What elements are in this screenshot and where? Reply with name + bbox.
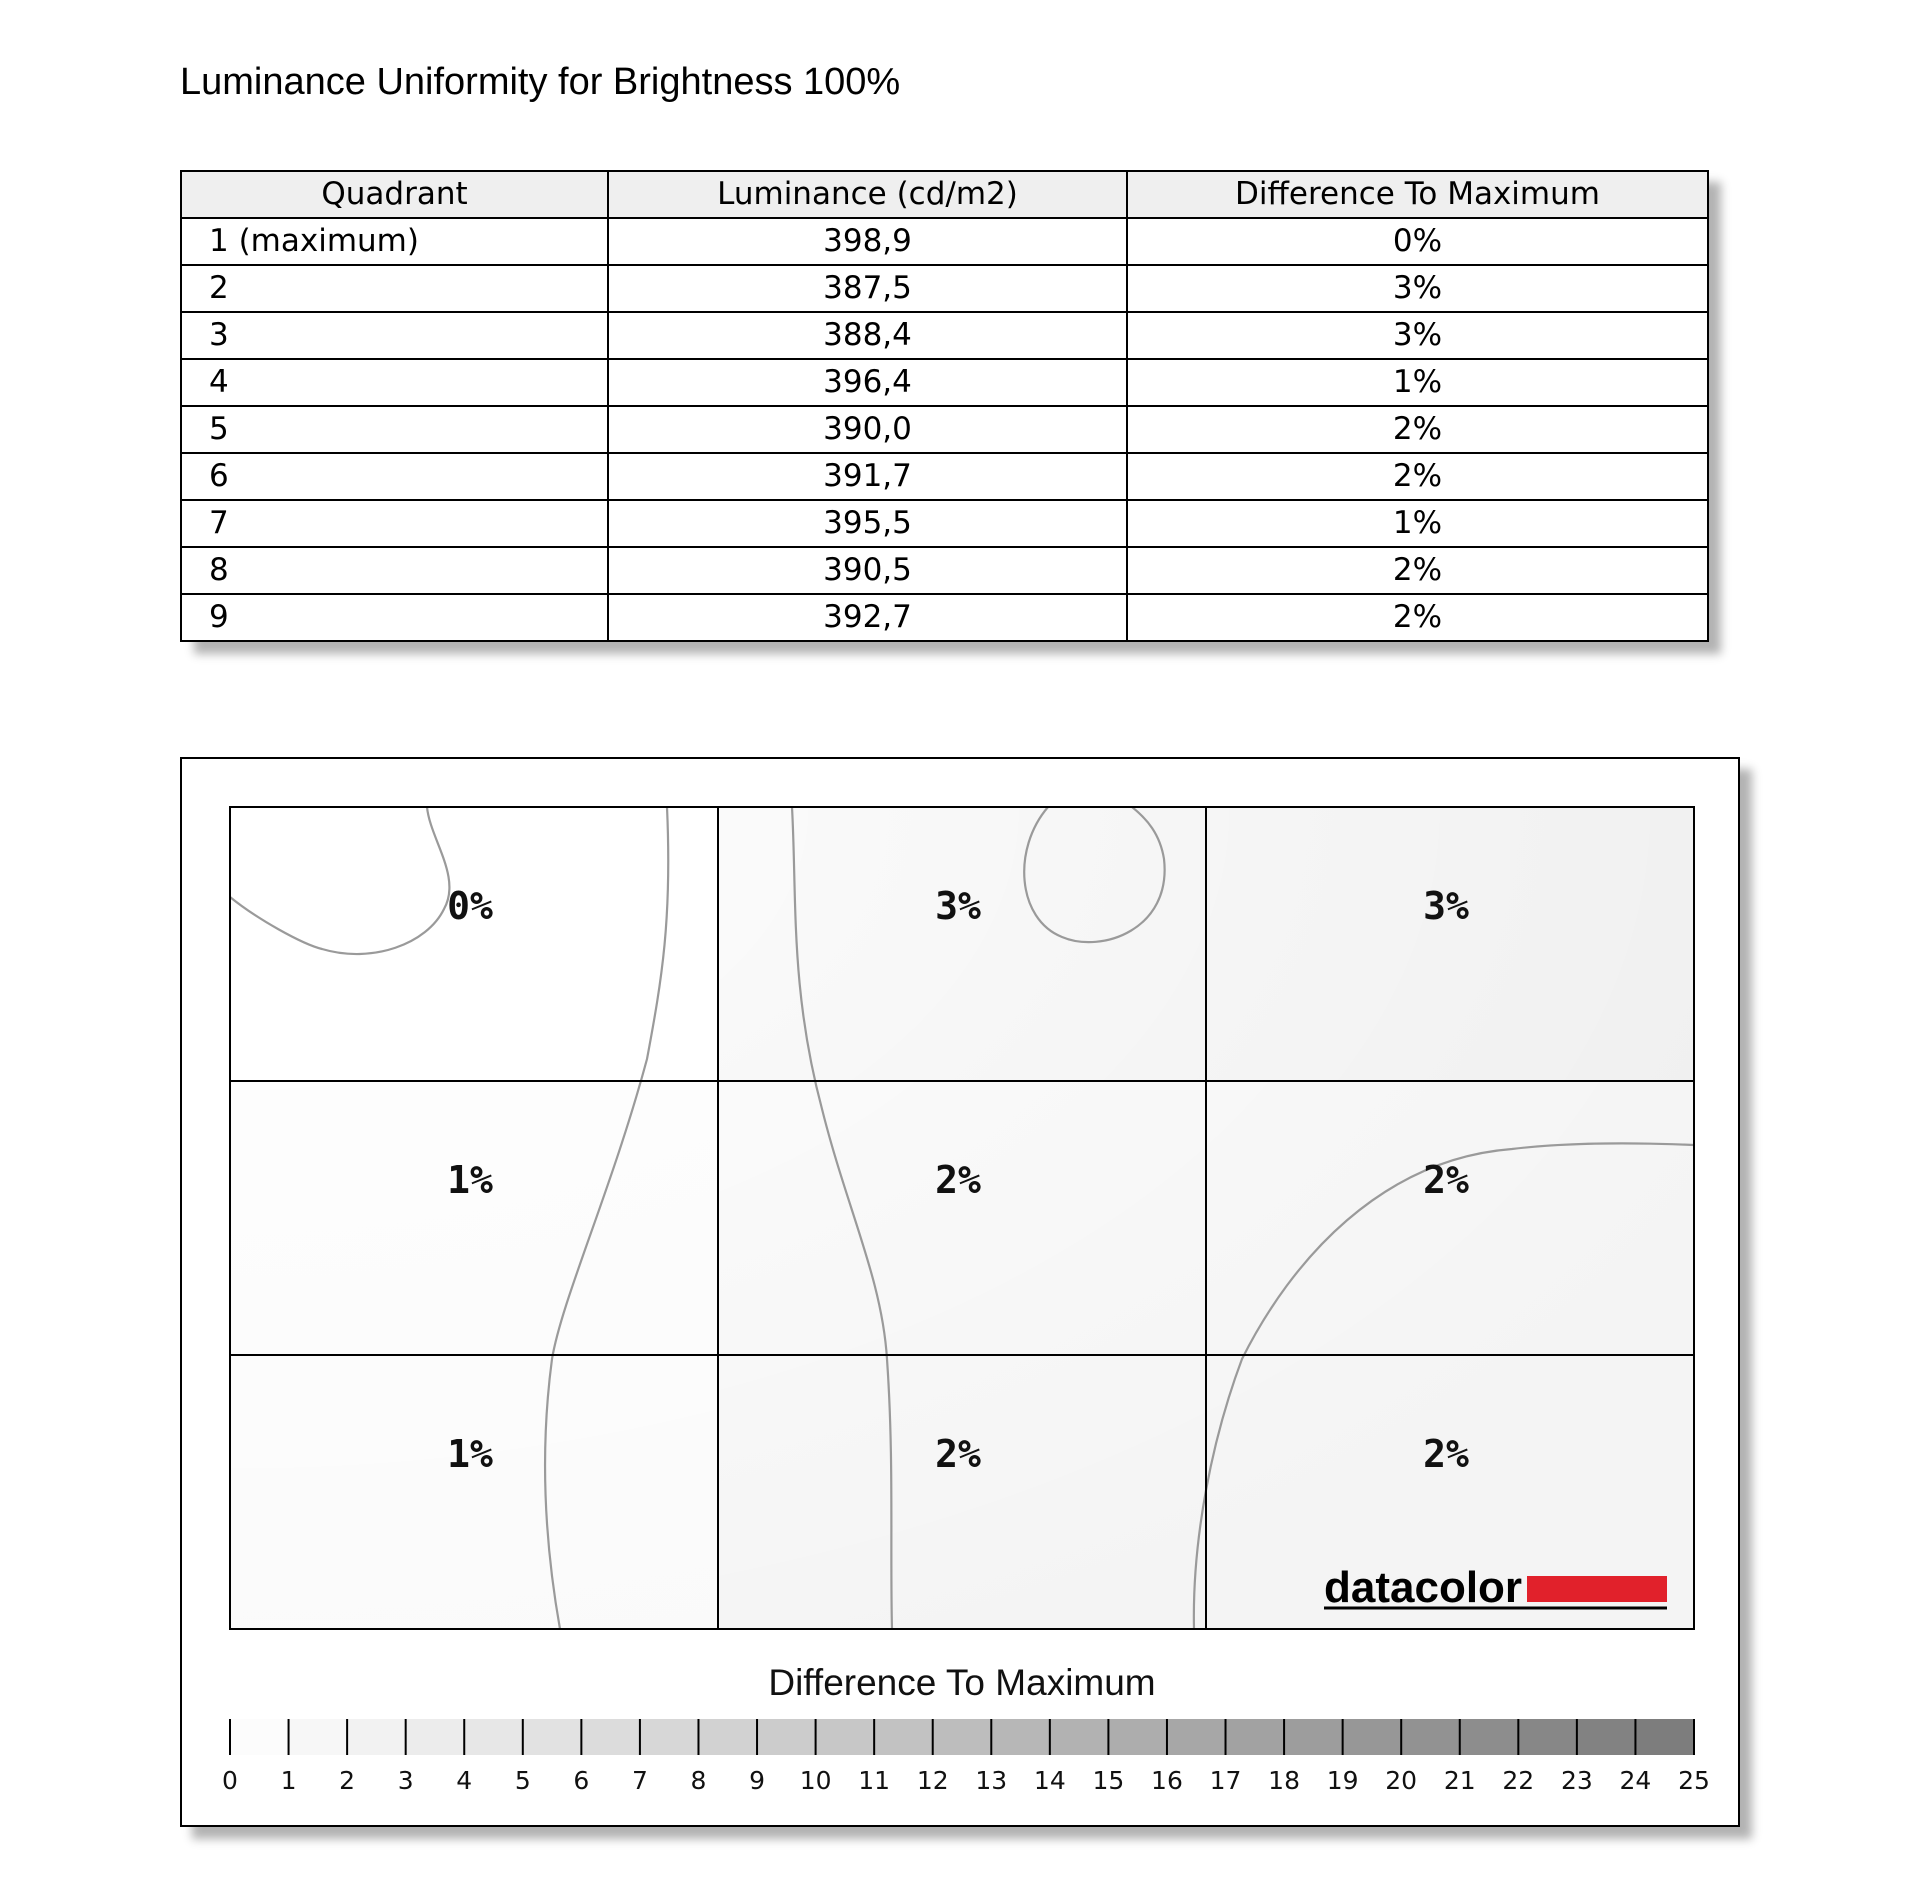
scale-segment (523, 1719, 582, 1755)
scale-segment (874, 1719, 933, 1755)
scale-segment (289, 1719, 348, 1755)
table-row (181, 547, 1708, 594)
scale-tick-label: 10 (799, 1766, 832, 1795)
scale-tick-label: 4 (456, 1766, 473, 1795)
scale-segment (1635, 1719, 1694, 1755)
cell-difference: 2% (1127, 594, 1708, 641)
cell-difference: 0% (1127, 218, 1708, 265)
scale-tick-label: 1 (280, 1766, 297, 1795)
cell-quadrant: 1 (maximum) (181, 218, 608, 265)
scale-tick-label: 0 (222, 1766, 238, 1795)
cell-luminance: 387,5 (608, 265, 1127, 312)
scale-segment (933, 1719, 992, 1755)
cell-value-label: 1% (447, 1432, 493, 1476)
table-row (181, 406, 1708, 453)
cell-difference: 1% (1127, 359, 1708, 406)
scale-tick-label: 2 (339, 1766, 356, 1795)
scale-segment (1460, 1719, 1519, 1755)
scale-tick-label: 21 (1443, 1766, 1476, 1795)
scale-segment (1401, 1719, 1460, 1755)
brand-text: datacolor (1324, 1563, 1523, 1612)
scale-tick-label: 23 (1560, 1766, 1593, 1795)
cell-quadrant: 3 (181, 312, 608, 359)
cell-luminance: 395,5 (608, 500, 1127, 547)
scale-tick-label: 17 (1209, 1766, 1242, 1795)
scale-segment (640, 1719, 699, 1755)
cell-value-label: 0% (447, 884, 493, 928)
table-row (181, 453, 1708, 500)
cell-difference: 2% (1127, 547, 1708, 594)
cell-value-label: 2% (935, 1432, 981, 1476)
table-row (181, 312, 1708, 359)
cell-quadrant: 9 (181, 594, 608, 641)
scale-tick-label: 7 (631, 1766, 648, 1795)
cell-quadrant: 2 (181, 265, 608, 312)
cell-quadrant: 4 (181, 359, 608, 406)
scale-segment (757, 1719, 816, 1755)
luminance-table (180, 170, 1709, 642)
page-title: Luminance Uniformity for Brightness 100% (180, 61, 901, 103)
cell-luminance: 390,5 (608, 547, 1127, 594)
heatmap-gradient-overlay (230, 807, 1694, 1629)
cell-luminance: 398,9 (608, 218, 1127, 265)
cell-value-label: 2% (1423, 1158, 1469, 1202)
scale-tick-label: 8 (690, 1766, 707, 1795)
luminance-table-container (180, 170, 1707, 642)
scale-segment (230, 1719, 289, 1755)
table-row (181, 359, 1708, 406)
scale-tick-label: 22 (1502, 1766, 1535, 1795)
table-row (181, 218, 1708, 265)
scale-tick-label: 14 (1033, 1766, 1066, 1795)
scale-bar (230, 1719, 1695, 1755)
cell-quadrant: 6 (181, 453, 608, 500)
scale-tick-label: 6 (573, 1766, 590, 1795)
cell-luminance: 396,4 (608, 359, 1127, 406)
scale-tick-label: 20 (1385, 1766, 1418, 1795)
scale-tick-label: 18 (1268, 1766, 1300, 1795)
scale-segment (1284, 1719, 1343, 1755)
cell-difference: 2% (1127, 406, 1708, 453)
cell-difference: 1% (1127, 500, 1708, 547)
scale-segment (1226, 1719, 1285, 1755)
header-difference: Difference To Maximum (1127, 171, 1708, 218)
cell-luminance: 391,7 (608, 453, 1127, 500)
header-luminance: Luminance (cd/m2) (608, 171, 1127, 218)
uniformity-chart (182, 759, 1738, 1825)
scale-segment (406, 1719, 465, 1755)
uniformity-chart-panel (180, 757, 1740, 1827)
cell-quadrant: 5 (181, 406, 608, 453)
cell-quadrant: 7 (181, 500, 608, 547)
table-row (181, 500, 1708, 547)
cell-value-label: 3% (1423, 884, 1469, 928)
scale-segment (1167, 1719, 1226, 1755)
table-row (181, 265, 1708, 312)
cell-difference: 3% (1127, 265, 1708, 312)
scale-tick-label: 5 (514, 1766, 531, 1795)
legend-title: Difference To Maximum (768, 1662, 1156, 1703)
cell-difference: 2% (1127, 453, 1708, 500)
cell-luminance: 392,7 (608, 594, 1127, 641)
scale-segment (464, 1719, 523, 1755)
brand-bar (1527, 1576, 1667, 1602)
cell-luminance: 390,0 (608, 406, 1127, 453)
cell-quadrant: 8 (181, 547, 608, 594)
scale-segment (1577, 1719, 1636, 1755)
cell-difference: 3% (1127, 312, 1708, 359)
cell-value-label: 2% (935, 1158, 981, 1202)
scale-tick-label: 9 (749, 1766, 765, 1795)
scale-tick-label: 16 (1151, 1766, 1183, 1795)
scale-labels (222, 1766, 1710, 1795)
scale-tick-label: 3 (397, 1766, 414, 1795)
scale-tick-label: 25 (1678, 1766, 1710, 1795)
scale-segment (816, 1719, 875, 1755)
scale-tick-label: 19 (1326, 1766, 1359, 1795)
cell-luminance: 388,4 (608, 312, 1127, 359)
header-quadrant: Quadrant (181, 171, 608, 218)
table-header-row (181, 171, 1708, 218)
scale-tick-label: 15 (1092, 1766, 1125, 1795)
scale-tick-label: 24 (1619, 1766, 1652, 1795)
scale-segment (581, 1719, 640, 1755)
cell-value-label: 3% (935, 884, 981, 928)
scale-segment (698, 1719, 757, 1755)
cell-value-label: 1% (447, 1158, 493, 1202)
scale-tick-label: 12 (916, 1766, 949, 1795)
scale-segment (347, 1719, 406, 1755)
scale-segment (1050, 1719, 1109, 1755)
table-row (181, 594, 1708, 641)
scale-tick-label: 13 (975, 1766, 1008, 1795)
scale-tick-label: 11 (858, 1766, 891, 1795)
scale-segment (1518, 1719, 1577, 1755)
scale-segment (1343, 1719, 1402, 1755)
scale-segment (1108, 1719, 1167, 1755)
cell-value-label: 2% (1423, 1432, 1469, 1476)
scale-segment (991, 1719, 1050, 1755)
